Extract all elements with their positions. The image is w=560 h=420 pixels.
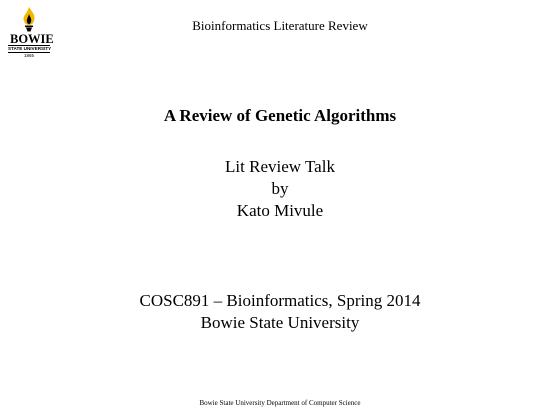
institution-name: Bowie State University [200,313,360,332]
by-line: by [271,179,289,198]
talk-type: Lit Review Talk [225,157,335,176]
logo-university-text: STATE UNIVERSITY [8,46,52,51]
logo-wordmark: BOWIE [10,32,54,46]
university-logo [8,6,54,68]
slide-title: A Review of Genetic Algorithms [163,106,397,125]
course-name: COSC891 – Bioinformatics, Spring 2014 [139,291,421,310]
author-name: Kato Mivule [236,201,324,220]
course-info [0,290,560,334]
slide-footer: Bowie State University Department of Computer Science [199,399,361,407]
logo-year: 1865 [23,53,34,58]
talk-info [0,156,560,222]
slide-header: Bioinformatics Literature Review [192,18,368,33]
